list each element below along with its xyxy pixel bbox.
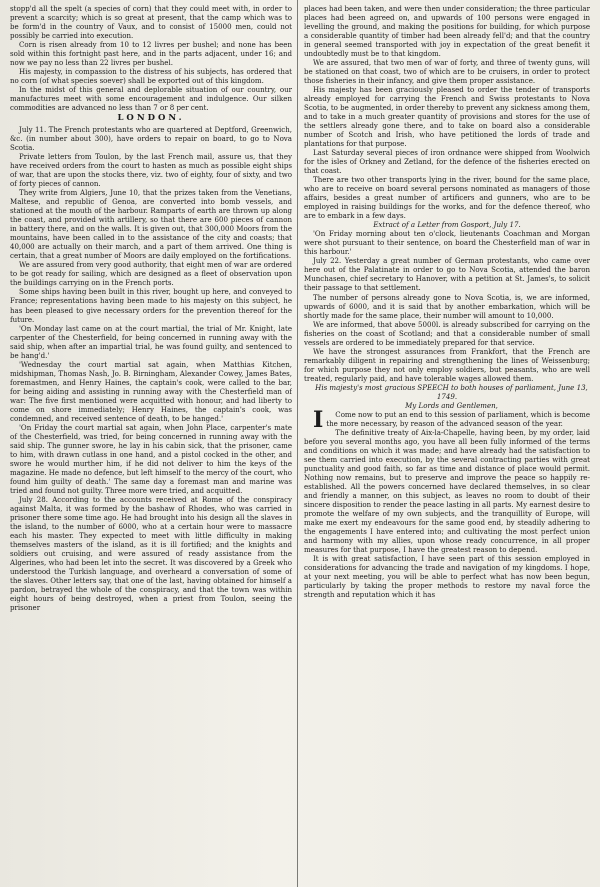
paragraph: stopp'd all the spelt (a species of corn) that they could meet with, in order to prevent a scarcity; which is so great at present, that the camp which was to be form'd in the country of Vaux, and to consist of 15000 men, could not possibly be carried into execution. xyxy=(10,4,292,41)
paragraph: Some ships having been built in this river, bought up here, and conveyed to France; representations having been made to his majesty on this subject, he has been pleased to give necessary orders for the prevention thereof for the future. xyxy=(10,287,292,324)
letter-extract-heading: Extract of a Letter from Gosport, July 17. xyxy=(373,220,521,230)
speech-text: Come now to put an end to this session of parliament, which is become the more necessary, by reason of the advanced season of the year. xyxy=(326,409,590,428)
paragraph: In the midst of this general and deplorable situation of our country, our manufactures meet with some encouragement and indulgence. Our silken commodities are advanced no less than 7 or 8 per cent. xyxy=(10,85,292,113)
speech-salutation: My Lords and Gentlemen, xyxy=(405,400,498,410)
right-column xyxy=(304,4,590,883)
paragraph: His majesty, in compassion to the distress of his subjects, has ordered that no corn (of what species soever) shall be exported out of this kingdom. xyxy=(10,67,292,86)
paragraph: July 22. Yesterday a great number of German protestants, who came over here out of the Palatinate in order to go to Nova Scotia, attended the baron Munchasen, chief secretary to Hanover, with a petition at St. James's, to solicit their passage to that settlement. xyxy=(304,256,590,293)
column-divider xyxy=(297,0,298,887)
speech-paragraph xyxy=(304,406,590,433)
left-column xyxy=(10,4,292,883)
paragraph: We have the strongest assurances from Frankfort, that the French are remarkably diligent in repairing and strengthening the lines of Weissenburg; for which purpose they not only employ soldiers, but peasants, who are well treated, regularly paid, and have tolerable wages allowed them. xyxy=(304,346,590,383)
paragraph: Private letters from Toulon, by the last French mail, assure us, that they have received orders from the court to hasten as much as possible eight ships of war, that are upon the stocks there, viz. two of eighty, four of sixty, and two of forty pieces of cannon. xyxy=(10,152,292,189)
paragraph: We are informed, that above 5000l. is already subscribed for carrying on the fisheries on the coast of Scotland; and that a considerable number of small vessels are ordered to be immediately prepared for that service. xyxy=(304,319,590,347)
paragraph: We are assured, that two men of war of forty, and three of twenty guns, will be stationed on that coast, two of which are to be cruisers, in order to protect those fisheries in their infancy, and give them proper assistance. xyxy=(304,58,590,86)
paragraph: 'On Friday morning about ten o'clock, lieutenants Coachman and Morgan were shot pursuant to their sentence, on board the Chesterfield man of war in this harbour.' xyxy=(304,229,590,257)
paragraph: 'On Friday the court martial sat again, when John Place, carpenter's mate of the Chesterfield, was tried, for being concerned in running away with the said ship. The gunner swore, he lay in his cabin sick, that the prisoner, came to him, with drawn cutlass in one hand, and a pistol cocked in the other, and swore he would murther him, if he did not deliver to him the keys of the magazine. He made no defence, but left himself to the mercy of the court, who found him guilty of death.' The same day a foremast man and marine was tried and found not guilty. Three more were tried, and acquitted. xyxy=(10,422,292,495)
drop-cap: I xyxy=(313,406,324,433)
speech-paragraph: It is with great satisfaction, I have seen part of this session employed in considerations for advancing the trade and navigation of my kingdoms. I hope, at your next meeting, you will be able to perfect what has now been begun, particularly by taking the proper methods to restore my naval force the strength and reputation which it has xyxy=(304,553,590,600)
paragraph: The number of persons already gone to Nova Scotia, is, we are informed, upwards of 6000, and it is said that by another embarkation, which will be shortly made for the same place, their number will amount to 10,000. xyxy=(304,292,590,320)
section-heading-london: LONDON. xyxy=(117,113,185,124)
paragraph: There are two other transports lying in the river, bound for the same place, who are to receive on board several persons nominated as managers of those affairs, besides a great number of artificers and gunners, who are to be employed in raising buildings for the works, and for the defence thereof, who are to embark in a few days. xyxy=(304,175,590,221)
paragraph: places had been taken, and were then under consideration; the three particular places had been agreed on, and upwards of 100 persons were engaged in levelling the ground, and making the positions for building, for which purpose a considerable quantity of timber had been already fell'd; and that the country in general seemed transported with joy in expectation of the great benefit it undoubtedly must be to that kingdom. xyxy=(304,4,590,59)
paragraph: They write from Algiers, June 10, that the prizes taken from the Venetians, Maltese, and republic of Genoa, are converted into bomb vessels, and stationed at the mouth of the harbour. Ramparts of earth are thrown up along the coast, and provided with artillery, so that there are 600 pieces of cannon in battery there, and on the walls. It is given out, that 300,000 Moors from the mountains, have been called in to the assistance of the city and coasts; that 40,000 are actually on their march, and a part of them arrived. One thing is certain, that a great number of Moors are daily employed on the fortifications. xyxy=(10,188,292,261)
paragraph: We are assured from very good authority, that eight men of war are ordered to be got ready for sailing, which are designed as a fleet of observation upon the buildings carrying on in the French ports. xyxy=(10,260,292,288)
paragraph: His majesty has been graciously pleased to order the tender of transports already employed for carrying the French and Swiss protestants to Nova Scotia, to be augmented, in order thereby to prevent any sickness among them, and to take in a much greater quantity of provisions and stores for the use of the settlers already gone there, and to take on board also a considerable number of Scotch and Irish, who have petitioned the lords of trade and plantations for that purpose. xyxy=(304,85,590,149)
paragraph: 'On Monday last came on at the court martial, the trial of Mr. Knight, late carpenter of the Chesterfield, for being concerned in running away with the said ship, when after an impartial trial, he was found guilty, and sentenced to be hang'd.' xyxy=(10,323,292,360)
speech-paragraph: The definitive treaty of Aix-la-Chapelle, having been, by my order, laid before you several months ago, you have all been fully informed of the terms and conditions on which it was made; and have already had the satisfaction to see them carried into execution, by the several contracting parties with great punctuality and good faith, so far as time and distance of place would permit. Nothing now remains, but to preserve and improve the peace so happily re-established. All the powers concerned have declared themselves, in so clear and friendly a manner, on this subject, as leaves no room to doubt of their sincere disposition to render the peace lasting in all parts. My earnest desire to promote the welfare of my own subjects, and the tranquillity of Europe, will make me exert my endeavours for the same good end, by steadily adhering to the engagements I have entered into; and cultivating the most perfect union and harmony with my allies, upon whose ready concurrence, in all proper measures for that purpose, I have the greatest reason to depend. xyxy=(304,427,590,554)
paragraph: Corn is risen already from 10 to 12 livres per bushel; and none has been sold within this fortnight past here, and in the parts adjacent, under 16; and now we pay no less than 22 livres per bushel. xyxy=(10,40,292,68)
paragraph: July 28. According to the accounts received at Rome of the conspiracy against Malta, it was formed by the bashaw of Rhodes, who was carried in prisoner there some time ago. He had brought into his design all the slaves in the island, to the number of 6000, who at a certain hour were to massacre each his master. They expected to meet with little difficulty in making themselves masters of the island, as it is ill fortified; and the knights and soldiers out cruising, and were assured of ready assistance from the Algerines, who had been let into the secret. It was discovered by a Greek who understood the Turkish language, and overheard a conversation of some of the slaves. Other letters say, that one of the last, having obtained for himself a pardon, betrayed the whole of the conspiracy, and that the town was within eight hours of being destroyed, when a priest from Toulon, seeing the prisoner xyxy=(10,494,292,613)
speech-title: His majesty's most gracious SPEECH to both houses of parliament, June 13, 1749. xyxy=(315,382,588,401)
paragraph: 'Wednesday the court martial sat again, when Matthias Kitchen, midshipman, Thomas Nash, Jo. B. Birningham, Alexander Cowey, James Bates, foremastmen, and Henry Haines, the captain's cook, were called to the bar, for being aiding and assisting in running away with the Chesterfield man of war: The five first mentioned were acquitted with honour, and had liberty to come on shore immediately; Henry Haines, the captain's cook, was condemned, and received sentence of death, to be hanged.' xyxy=(10,359,292,423)
paragraph: Last Saturday several pieces of iron ordnance were shipped from Woolwich for the isles of Orkney and Zetland, for the defence of the fisheries erected on that coast. xyxy=(304,148,590,176)
paragraph: July 11. The French protestants who are quartered at Deptford, Greenwich, &c. (in number about 300), have orders to repair on board, to go to Nova Scotia. xyxy=(10,125,292,153)
